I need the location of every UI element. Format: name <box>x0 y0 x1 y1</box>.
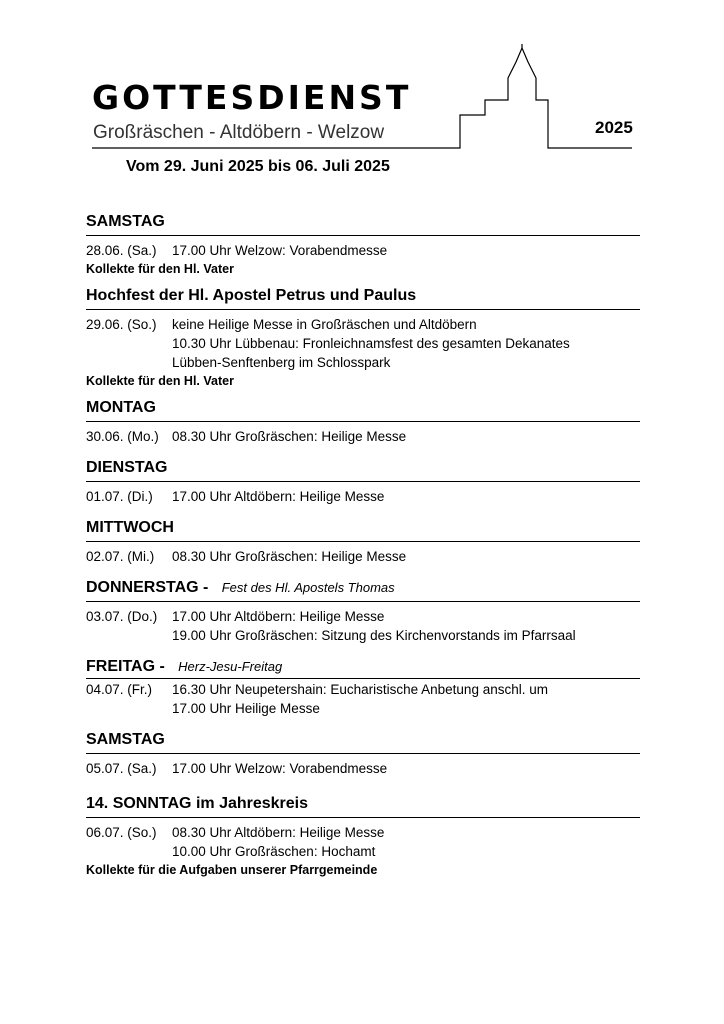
entry-date: 06.07. (So.) <box>86 825 157 840</box>
day-heading-text: DIENSTAG <box>86 459 168 476</box>
page-title: GOTTESDIENST <box>92 78 412 117</box>
collection-note: Kollekte für den Hl. Vater <box>86 262 234 276</box>
day-section <box>86 456 640 506</box>
entry-line: 08.30 Uhr Altdöbern: Heilige Messe <box>172 825 385 840</box>
day-heading-text: FREITAG - <box>86 658 165 675</box>
entry-line: 17.00 Uhr Altdöbern: Heilige Messe <box>172 489 385 504</box>
day-heading-text: SAMSTAG <box>86 213 165 230</box>
entry-date: 03.07. (Do.) <box>86 609 158 624</box>
entry-date: 29.06. (So.) <box>86 317 157 332</box>
day-section <box>86 284 640 390</box>
schedule-entry <box>86 241 640 260</box>
day-heading <box>86 210 640 236</box>
collection-note: Kollekte für den Hl. Vater <box>86 374 234 388</box>
day-section <box>86 516 640 566</box>
day-heading-text: Hochfest der Hl. Apostel Petrus und Paulus <box>86 287 417 304</box>
date-range: Vom 29. Juni 2025 bis 06. Juli 2025 <box>126 158 390 175</box>
entry-date: 01.07. (Di.) <box>86 489 153 504</box>
entry-line: 10.30 Uhr Lübbenau: Fronleichnamsfest des gesamten Dekanates <box>172 336 570 351</box>
entry-date: 04.07. (Fr.) <box>86 682 153 697</box>
entry-line: Lübben-Senftenberg im Schlosspark <box>172 355 391 370</box>
day-heading <box>86 576 640 602</box>
schedule-entry <box>86 487 640 506</box>
day-heading-text: 14. SONNTAG im Jahreskreis <box>86 795 309 812</box>
entry-date: 30.06. (Mo.) <box>86 429 159 444</box>
entry-line: 16.30 Uhr Neupetershain: Eucharistische Anbetung anschl. um <box>172 682 548 697</box>
collection-note: Kollekte für die Aufgaben unserer Pfarrgemeinde <box>86 863 378 877</box>
entry-date: 02.07. (Mi.) <box>86 549 155 564</box>
day-section <box>86 396 640 446</box>
day-heading <box>86 516 640 542</box>
feast-note: Herz-Jesu-Freitag <box>178 659 283 674</box>
schedule-entry <box>86 759 640 778</box>
schedule-entry <box>86 823 640 861</box>
entry-date: 05.07. (Sa.) <box>86 761 157 776</box>
day-section <box>86 210 640 278</box>
entries <box>86 236 640 260</box>
schedule-entry <box>86 315 640 372</box>
entries <box>86 679 640 718</box>
day-heading <box>86 728 640 754</box>
entries <box>86 482 640 506</box>
entry-line: keine Heilige Messe in Großräschen und Altdöbern <box>172 317 477 332</box>
day-heading-text: SAMSTAG <box>86 731 165 748</box>
day-section <box>86 792 640 879</box>
day-heading-text: MITTWOCH <box>86 519 174 536</box>
schedule-entry <box>86 607 640 645</box>
entry-line: 19.00 Uhr Großräschen: Sitzung des Kirchenvorstands im Pfarrsaal <box>172 628 576 643</box>
entry-date: 28.06. (Sa.) <box>86 243 157 258</box>
entry-line: 17.00 Uhr Welzow: Vorabendmesse <box>172 761 388 776</box>
year-label: 2025 <box>595 118 633 137</box>
schedule <box>86 210 640 879</box>
entry-line: 17.00 Uhr Heilige Messe <box>172 701 320 716</box>
parish-subtitle: Großräschen - Altdöbern - Welzow <box>93 122 385 143</box>
entry-line: 10.00 Uhr Großräschen: Hochamt <box>172 844 376 859</box>
day-heading <box>86 792 640 818</box>
day-heading <box>86 396 640 422</box>
day-heading-text: DONNERSTAG - <box>86 579 209 596</box>
schedule-entry <box>86 680 640 718</box>
day-section <box>86 655 640 718</box>
day-heading <box>86 456 640 482</box>
feast-note: Fest des Hl. Apostels Thomas <box>221 580 395 595</box>
entries <box>86 310 640 372</box>
entries <box>86 422 640 446</box>
day-section <box>86 728 640 778</box>
entries <box>86 602 640 645</box>
day-section <box>86 576 640 645</box>
entries <box>86 754 640 778</box>
entry-line: 17.00 Uhr Welzow: Vorabendmesse <box>172 243 388 258</box>
entry-line: 08.30 Uhr Großräschen: Heilige Messe <box>172 429 407 444</box>
schedule-entry <box>86 547 640 566</box>
schedule-entry <box>86 427 640 446</box>
day-heading <box>86 284 640 310</box>
day-heading-text: MONTAG <box>86 399 156 416</box>
entry-line: 08.30 Uhr Großräschen: Heilige Messe <box>172 549 407 564</box>
entries <box>86 818 640 861</box>
entry-line: 17.00 Uhr Altdöbern: Heilige Messe <box>172 609 385 624</box>
day-heading <box>86 655 640 679</box>
entries <box>86 542 640 566</box>
